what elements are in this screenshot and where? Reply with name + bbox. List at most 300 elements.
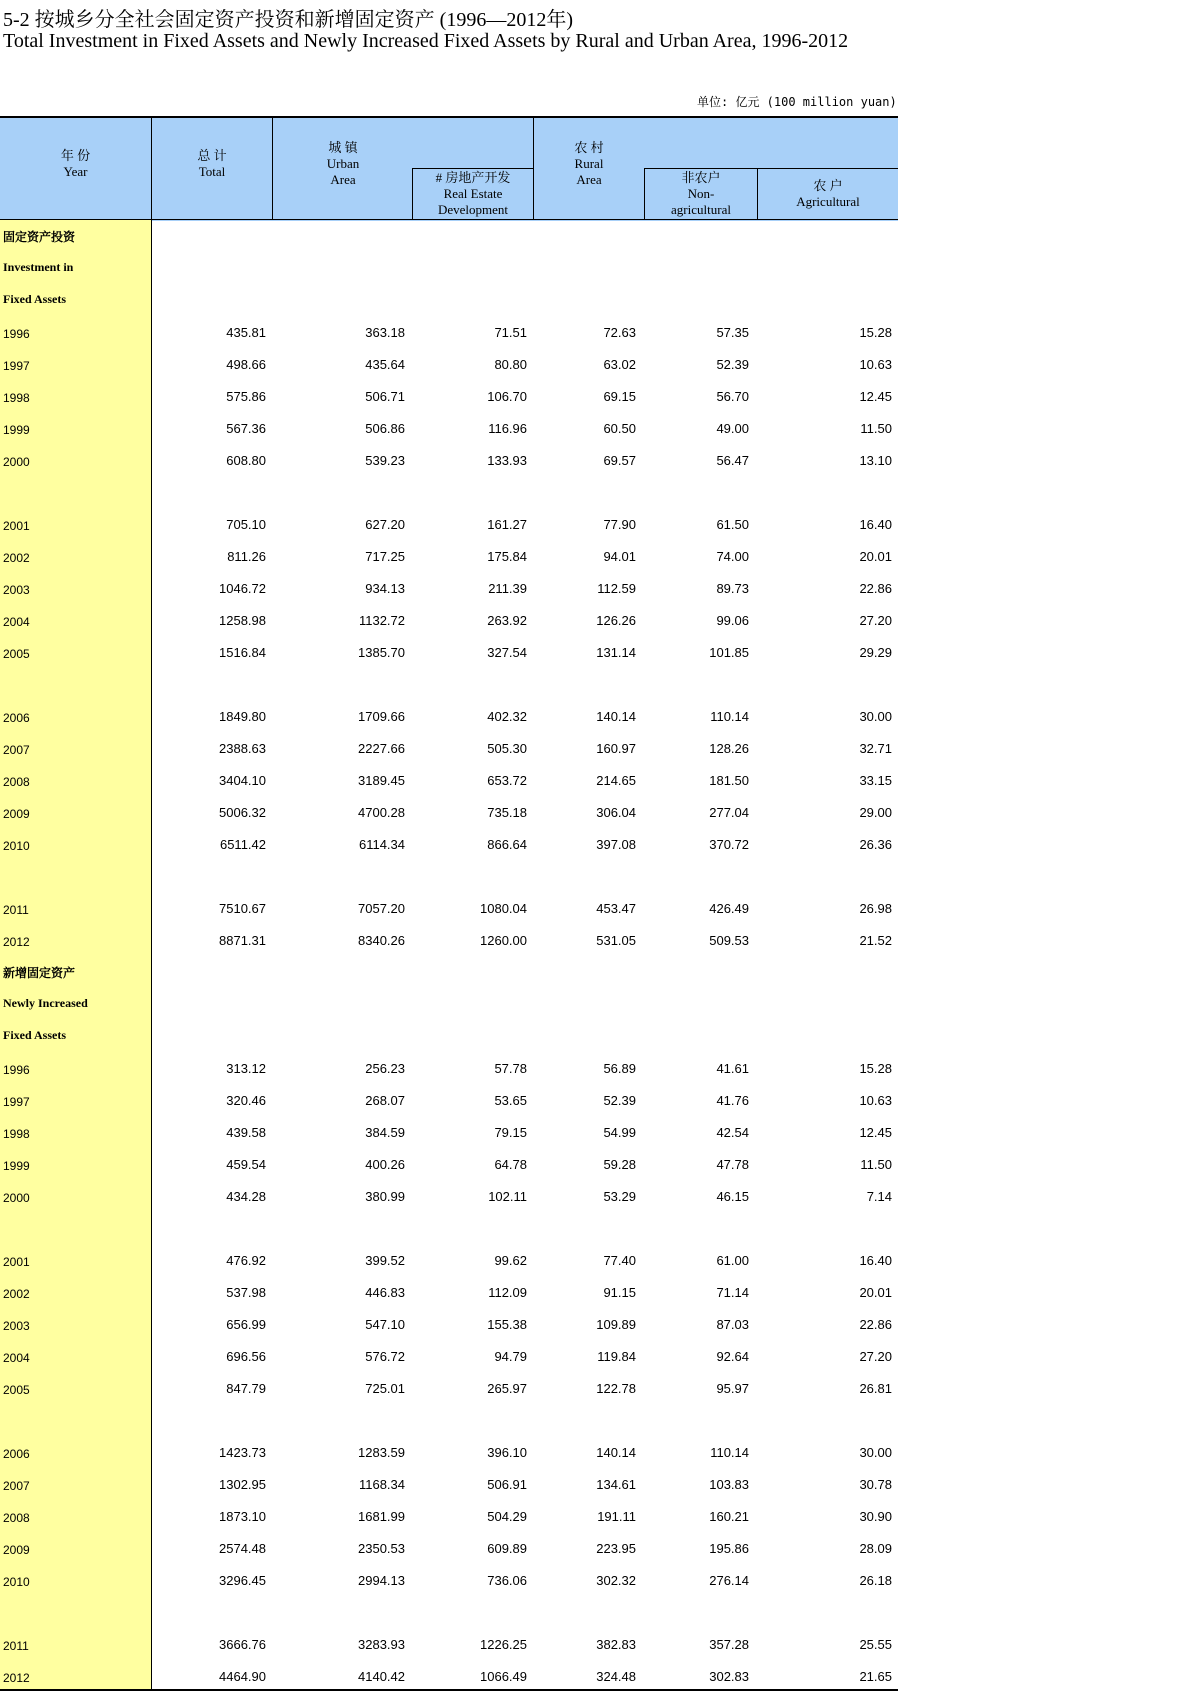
- row-value: 6114.34: [358, 837, 405, 852]
- row-value: 435.64: [365, 357, 405, 372]
- header-non-agri-en1: Non-: [687, 186, 715, 201]
- row-year: 2000: [3, 455, 30, 469]
- section-label: Newly Increased: [3, 996, 88, 1010]
- row-value: 12.45: [859, 1125, 892, 1140]
- section-label-row: [0, 956, 898, 988]
- row-value: 363.18: [365, 325, 405, 340]
- header-non-agri-cn: 非农户: [681, 170, 721, 185]
- row-value: 116.96: [488, 421, 527, 436]
- row-value: 6511.42: [219, 837, 266, 852]
- table-row: [0, 636, 898, 668]
- header-divider: [644, 168, 645, 219]
- row-value: 380.99: [365, 1189, 405, 1204]
- row-value: 57.35: [716, 325, 749, 340]
- row-value: 609.89: [487, 1541, 527, 1556]
- row-year: 1999: [3, 1159, 30, 1173]
- row-value: 112.09: [488, 1285, 527, 1300]
- row-year: 1996: [3, 327, 30, 341]
- row-value: 382.83: [596, 1637, 636, 1652]
- row-value: 30.00: [859, 1445, 892, 1460]
- row-value: 41.76: [716, 1093, 749, 1108]
- header-divider: [757, 168, 758, 219]
- header-subrule-rural: [644, 168, 898, 169]
- row-value: 2388.63: [219, 741, 266, 756]
- header-rural-cn: 农 村: [574, 140, 604, 155]
- row-year: 2002: [3, 551, 30, 565]
- row-value: 302.83: [709, 1669, 749, 1684]
- row-value: 92.64: [716, 1349, 749, 1364]
- section-label: 固定资产投资: [3, 230, 76, 244]
- row-value: 505.30: [487, 741, 527, 756]
- row-value: 20.01: [859, 1285, 892, 1300]
- table-row: [0, 1500, 898, 1532]
- row-value: 26.36: [859, 837, 892, 852]
- row-value: 453.47: [596, 901, 636, 916]
- row-value: 1168.34: [358, 1477, 405, 1492]
- row-value: 128.26: [709, 741, 749, 756]
- header-real-estate-cn: # 房地产开发: [435, 170, 511, 185]
- row-value: 27.20: [859, 613, 892, 628]
- row-value: 400.26: [365, 1157, 405, 1172]
- header-year-cn: 年 份: [60, 148, 91, 163]
- row-value: 16.40: [859, 1253, 892, 1268]
- row-value: 10.63: [859, 357, 892, 372]
- section-label-row: [0, 988, 898, 1020]
- row-value: 1260.00: [480, 933, 527, 948]
- row-value: 29.29: [859, 645, 892, 660]
- row-value: 22.86: [859, 581, 892, 596]
- header-divider: [151, 118, 152, 219]
- row-value: 4464.90: [219, 1669, 266, 1684]
- row-value: 397.08: [596, 837, 636, 852]
- table-row: [0, 1180, 898, 1212]
- row-value: 69.57: [603, 453, 636, 468]
- row-year: 1996: [3, 1063, 30, 1077]
- row-value: 567.36: [226, 421, 266, 436]
- row-value: 71.14: [716, 1285, 749, 1300]
- table-row: [0, 892, 898, 924]
- table-row: [0, 316, 898, 348]
- row-value: 1132.72: [358, 613, 405, 628]
- table-row: [0, 1244, 898, 1276]
- row-value: 547.10: [365, 1317, 405, 1332]
- row-value: 52.39: [716, 357, 749, 372]
- table-header: [0, 118, 898, 221]
- table-row: [0, 1148, 898, 1180]
- row-value: 134.61: [596, 1477, 636, 1492]
- row-value: 13.10: [859, 453, 892, 468]
- row-year: 1998: [3, 1127, 30, 1141]
- row-value: 56.89: [603, 1061, 636, 1076]
- table-row: [0, 1372, 898, 1404]
- table-row: [0, 1276, 898, 1308]
- row-value: 2350.53: [358, 1541, 405, 1556]
- row-value: 1066.49: [480, 1669, 527, 1684]
- row-value: 12.45: [859, 389, 892, 404]
- header-real-estate-en1: Real Estate: [443, 186, 503, 201]
- row-value: 506.86: [365, 421, 405, 436]
- header-real-estate-en2: Development: [437, 202, 509, 217]
- row-value: 426.49: [709, 901, 749, 916]
- table-bottom-rule: [0, 1689, 898, 1691]
- header-urban-cn: 城 镇: [328, 140, 358, 155]
- header-total-cn: 总 计: [197, 148, 227, 163]
- row-value: 576.72: [365, 1349, 405, 1364]
- row-value: 15.28: [859, 1061, 892, 1076]
- row-value: 4140.42: [358, 1669, 405, 1684]
- row-year: 2004: [3, 615, 30, 629]
- row-year: 2012: [3, 1671, 30, 1685]
- table-row: [0, 348, 898, 380]
- row-value: 717.25: [365, 549, 405, 564]
- section-label: 新增固定资产: [3, 966, 76, 980]
- row-value: 91.15: [603, 1285, 636, 1300]
- row-value: 49.00: [716, 421, 749, 436]
- row-value: 539.23: [365, 453, 405, 468]
- row-value: 94.01: [603, 549, 636, 564]
- row-value: 211.39: [488, 581, 527, 596]
- row-year: 2011: [3, 903, 29, 917]
- table-row: [0, 540, 898, 572]
- row-value: 63.02: [603, 357, 636, 372]
- row-value: 2574.48: [219, 1541, 266, 1556]
- row-value: 20.01: [859, 549, 892, 564]
- row-value: 64.78: [494, 1157, 527, 1172]
- table-row: [0, 508, 898, 540]
- table-row: [0, 1532, 898, 1564]
- row-value: 1258.98: [219, 613, 266, 628]
- row-value: 575.86: [226, 389, 266, 404]
- row-value: 181.50: [709, 773, 749, 788]
- row-value: 934.13: [365, 581, 405, 596]
- table-row: [0, 764, 898, 796]
- row-value: 459.54: [226, 1157, 266, 1172]
- section-label-row: [0, 252, 898, 284]
- header-rural-en1: Rural: [574, 156, 604, 171]
- group-spacer: [0, 1212, 898, 1244]
- row-year: 2007: [3, 743, 30, 757]
- group-spacer: [0, 1404, 898, 1436]
- row-value: 21.52: [859, 933, 892, 948]
- row-year: 1997: [3, 1095, 30, 1109]
- row-value: 476.92: [226, 1253, 266, 1268]
- header-year-en: Year: [63, 164, 88, 179]
- section-label: Investment in: [3, 260, 74, 274]
- row-value: 1423.73: [219, 1445, 266, 1460]
- row-value: 370.72: [709, 837, 749, 852]
- row-year: 2002: [3, 1287, 30, 1301]
- row-value: 7.14: [866, 1189, 892, 1204]
- row-value: 439.58: [226, 1125, 266, 1140]
- row-value: 110.14: [710, 1445, 749, 1460]
- table-body: [0, 220, 898, 1692]
- row-value: 263.92: [487, 613, 527, 628]
- row-year: 2001: [3, 1255, 30, 1269]
- row-value: 3404.10: [219, 773, 266, 788]
- header-agricultural: [758, 178, 898, 210]
- row-year: 2009: [3, 807, 30, 821]
- table-row: [0, 700, 898, 732]
- section-label-row: [0, 220, 898, 252]
- row-year: 2006: [3, 1447, 30, 1461]
- header-total: [152, 148, 272, 180]
- data-table: [0, 116, 898, 1691]
- table-row: [0, 1084, 898, 1116]
- row-value: 396.10: [487, 1445, 527, 1460]
- table-row: [0, 1340, 898, 1372]
- row-value: 214.65: [596, 773, 636, 788]
- header-agri-cn: 农 户: [813, 178, 843, 193]
- header-subrule-urban: [412, 168, 533, 169]
- row-value: 99.62: [494, 1253, 527, 1268]
- row-value: 402.32: [487, 709, 527, 724]
- row-value: 61.00: [716, 1253, 749, 1268]
- row-value: 195.86: [709, 1541, 749, 1556]
- title-chinese: 5-2 按城乡分全社会固定资产投资和新增固定资产 (1996—2012年): [3, 9, 573, 31]
- table-row: [0, 412, 898, 444]
- table-row: [0, 732, 898, 764]
- table-row: [0, 604, 898, 636]
- row-value: 52.39: [603, 1093, 636, 1108]
- group-spacer: [0, 476, 898, 508]
- header-urban-en2: Area: [330, 172, 356, 187]
- row-value: 53.29: [603, 1189, 636, 1204]
- row-value: 89.73: [716, 581, 749, 596]
- header-year: [0, 148, 151, 180]
- row-value: 313.12: [226, 1061, 266, 1076]
- row-year: 1998: [3, 391, 30, 405]
- section-label-row: [0, 284, 898, 316]
- row-value: 80.80: [494, 357, 527, 372]
- row-value: 175.84: [487, 549, 527, 564]
- row-value: 509.53: [709, 933, 749, 948]
- table-row: [0, 1628, 898, 1660]
- row-value: 8871.31: [219, 933, 266, 948]
- row-value: 11.50: [860, 421, 892, 436]
- row-value: 26.18: [859, 1573, 892, 1588]
- row-value: 27.20: [859, 1349, 892, 1364]
- section-label-row: [0, 1020, 898, 1052]
- row-value: 77.40: [603, 1253, 636, 1268]
- row-value: 59.28: [603, 1157, 636, 1172]
- group-spacer: [0, 668, 898, 700]
- row-value: 4700.28: [358, 805, 405, 820]
- row-value: 110.14: [710, 709, 749, 724]
- row-value: 77.90: [603, 517, 636, 532]
- row-value: 10.63: [859, 1093, 892, 1108]
- row-value: 30.00: [859, 709, 892, 724]
- header-total-en: Total: [198, 164, 226, 179]
- header-rural-en2: Area: [576, 172, 602, 187]
- row-value: 29.00: [859, 805, 892, 820]
- title-english: Total Investment in Fixed Assets and Newly Increased Fixed Assets by Rural and Urban Area, 1996-2012: [3, 30, 849, 52]
- row-value: 256.23: [365, 1061, 405, 1076]
- header-urban-en1: Urban: [326, 156, 360, 171]
- table-row: [0, 1308, 898, 1340]
- row-value: 41.61: [716, 1061, 749, 1076]
- row-value: 537.98: [226, 1285, 266, 1300]
- section-label: Fixed Assets: [3, 1028, 66, 1042]
- row-value: 69.15: [603, 389, 636, 404]
- table-row: [0, 1564, 898, 1596]
- row-value: 126.26: [596, 613, 636, 628]
- table-row: [0, 380, 898, 412]
- unit-label: 单位: 亿元 (100 million yuan): [697, 95, 897, 109]
- row-value: 140.14: [596, 1445, 636, 1460]
- row-value: 1302.95: [219, 1477, 266, 1492]
- table-row: [0, 444, 898, 476]
- row-value: 54.99: [603, 1125, 636, 1140]
- row-value: 7510.67: [219, 901, 266, 916]
- table-row: [0, 1660, 898, 1692]
- row-year: 2000: [3, 1191, 30, 1205]
- group-spacer: [0, 1596, 898, 1628]
- row-value: 15.28: [859, 325, 892, 340]
- row-value: 26.81: [859, 1381, 892, 1396]
- row-value: 735.18: [487, 805, 527, 820]
- row-value: 22.86: [859, 1317, 892, 1332]
- row-value: 302.32: [596, 1573, 636, 1588]
- row-value: 1226.25: [480, 1637, 527, 1652]
- row-value: 1849.80: [219, 709, 266, 724]
- row-value: 8340.26: [358, 933, 405, 948]
- row-value: 95.97: [716, 1381, 749, 1396]
- row-year: 2003: [3, 1319, 30, 1333]
- row-value: 3296.45: [219, 1573, 266, 1588]
- header-urban: [273, 140, 413, 188]
- row-year: 2010: [3, 1575, 30, 1589]
- row-value: 56.47: [716, 453, 749, 468]
- row-year: 1999: [3, 423, 30, 437]
- row-value: 268.07: [365, 1093, 405, 1108]
- row-value: 30.90: [859, 1509, 892, 1524]
- row-value: 498.66: [226, 357, 266, 372]
- row-value: 3283.93: [358, 1637, 405, 1652]
- row-value: 277.04: [709, 805, 749, 820]
- row-value: 608.80: [226, 453, 266, 468]
- row-year: 2009: [3, 1543, 30, 1557]
- header-divider: [412, 168, 413, 219]
- row-value: 21.65: [859, 1669, 892, 1684]
- row-value: 627.20: [365, 517, 405, 532]
- header-divider: [533, 118, 534, 219]
- row-value: 161.27: [487, 517, 527, 532]
- header-non-agricultural: [645, 170, 757, 218]
- row-value: 56.70: [716, 389, 749, 404]
- table-row: [0, 1436, 898, 1468]
- table-row: [0, 1116, 898, 1148]
- row-year: 2001: [3, 519, 30, 533]
- row-value: 531.05: [596, 933, 636, 948]
- row-value: 155.38: [487, 1317, 527, 1332]
- row-value: 506.91: [487, 1477, 527, 1492]
- group-spacer: [0, 860, 898, 892]
- row-value: 103.83: [709, 1477, 749, 1492]
- row-value: 133.93: [487, 453, 527, 468]
- row-value: 122.78: [596, 1381, 636, 1396]
- table-row: [0, 1468, 898, 1500]
- row-value: 1681.99: [358, 1509, 405, 1524]
- row-year: 1997: [3, 359, 30, 373]
- row-year: 2003: [3, 583, 30, 597]
- row-year: 2011: [3, 1639, 29, 1653]
- row-value: 57.78: [494, 1061, 527, 1076]
- row-year: 2004: [3, 1351, 30, 1365]
- row-value: 3666.76: [219, 1637, 266, 1652]
- row-value: 1873.10: [219, 1509, 266, 1524]
- row-value: 653.72: [487, 773, 527, 788]
- row-year: 2005: [3, 1383, 30, 1397]
- row-value: 847.79: [226, 1381, 266, 1396]
- row-value: 191.11: [597, 1509, 636, 1524]
- row-value: 42.54: [716, 1125, 749, 1140]
- row-value: 1385.70: [358, 645, 405, 660]
- row-value: 32.71: [859, 741, 892, 756]
- row-year: 2005: [3, 647, 30, 661]
- row-value: 112.59: [597, 581, 636, 596]
- row-year: 2008: [3, 775, 30, 789]
- row-value: 46.15: [716, 1189, 749, 1204]
- row-value: 327.54: [487, 645, 527, 660]
- row-value: 384.59: [365, 1125, 405, 1140]
- row-value: 223.95: [596, 1541, 636, 1556]
- row-value: 446.83: [365, 1285, 405, 1300]
- row-value: 320.46: [226, 1093, 266, 1108]
- row-value: 3189.45: [358, 773, 405, 788]
- row-year: 2012: [3, 935, 30, 949]
- table-row: [0, 828, 898, 860]
- row-value: 47.78: [716, 1157, 749, 1172]
- row-value: 265.97: [487, 1381, 527, 1396]
- row-value: 101.85: [709, 645, 749, 660]
- row-value: 399.52: [365, 1253, 405, 1268]
- row-value: 74.00: [716, 549, 749, 564]
- row-year: 2008: [3, 1511, 30, 1525]
- row-value: 811.26: [227, 549, 266, 564]
- header-rural: [534, 140, 644, 188]
- row-value: 131.14: [596, 645, 636, 660]
- row-value: 60.50: [603, 421, 636, 436]
- header-non-agri-en2: agricultural: [671, 202, 731, 217]
- row-value: 25.55: [859, 1637, 892, 1652]
- row-value: 1046.72: [219, 581, 266, 596]
- row-value: 28.09: [859, 1541, 892, 1556]
- row-year: 2010: [3, 839, 30, 853]
- row-value: 102.11: [488, 1189, 527, 1204]
- row-value: 705.10: [226, 517, 266, 532]
- row-year: 2007: [3, 1479, 30, 1493]
- row-value: 357.28: [709, 1637, 749, 1652]
- row-value: 736.06: [487, 1573, 527, 1588]
- row-value: 109.89: [596, 1317, 636, 1332]
- row-value: 61.50: [716, 517, 749, 532]
- row-value: 506.71: [365, 389, 405, 404]
- row-value: 504.29: [487, 1509, 527, 1524]
- row-value: 160.21: [709, 1509, 749, 1524]
- row-value: 160.97: [596, 741, 636, 756]
- section-label: Fixed Assets: [3, 292, 66, 306]
- header-real-estate: [413, 170, 533, 218]
- row-value: 119.84: [597, 1349, 636, 1364]
- row-value: 725.01: [365, 1381, 405, 1396]
- row-value: 140.14: [596, 709, 636, 724]
- row-value: 696.56: [226, 1349, 266, 1364]
- row-value: 2994.13: [358, 1573, 405, 1588]
- row-value: 435.81: [226, 325, 266, 340]
- row-value: 656.99: [226, 1317, 266, 1332]
- row-value: 26.98: [859, 901, 892, 916]
- row-value: 33.15: [859, 773, 892, 788]
